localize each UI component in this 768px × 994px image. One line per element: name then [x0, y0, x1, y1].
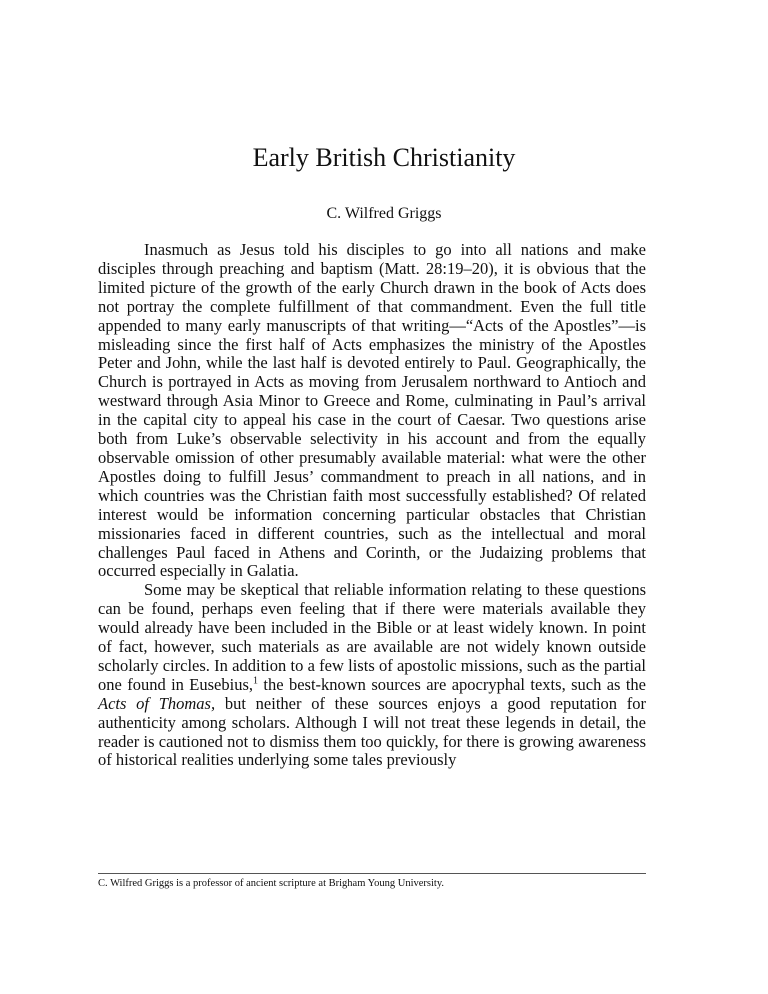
- article-title: Early British Christianity: [252, 143, 516, 172]
- paragraph-2-text-c: but neither of these sources enjoys a good reputation for authenticity among scholars. Although I will not treat these legends in detail, the reader is cautioned not to dismiss them too quickly, for there is growing awareness of historical realities underlying some tales previously: [98, 693, 647, 770]
- article-body: [98, 241, 646, 770]
- footnote-text: C. Wilfred Griggs is a professor of ancient scripture at Brigham Young University.: [98, 878, 445, 889]
- body-paragraph-2: [98, 581, 646, 770]
- paragraph-2-text-b: the best-known sources are apocryphal texts, such as the: [258, 674, 646, 694]
- paragraph-2-text-a: Some may be skeptical that reliable information relating to these questions can be found, perhaps even feeling that if there were materials available they would already have been included in the Bible or at least widely known. In point of fact, however, such materials as are available are not widely known outside scholarly circles. In addition to a few lists of apostolic missions, such as the partial one found in Eusebius,: [98, 580, 646, 694]
- italic-book-title: Acts of Thomas,: [98, 693, 216, 713]
- article-author: C. Wilfred Griggs: [326, 205, 442, 222]
- body-paragraph-1: Inasmuch as Jesus told his disciples to go into all nations and make disciples through preaching and baptism (Matt. 28:19–20), it is obvious that the limited picture of the growth of the early Church drawn in the book of Acts does not portray the complete fulfillment of that commandment. Even the full title appended to many early manuscripts of that writing—“Acts of the Apostles”—is misleading since the first half of Acts emphasizes the ministry of the Apostles Peter and John, while the last half is devoted entirely to Paul. Geographically, the Church is portrayed in Acts as moving from Jerusalem northward to Antioch and westward through Asia Minor to Greece and Rome, culminating in Paul’s arrival in the capital city to appeal his case in the court of Caesar. Two questions arise both from Luke’s observable selectivity in his account and from the equally observable omission of other presumably available material: what were the other Apostles doing to fulfill Jesus’ commandment to preach in all nations, and in which countries was the Christian faith most successfully established? Of related interest would be information concerning particular obstacles that Christian missionaries faced in different countries, such as the intellectual and moral challenges Paul faced in Athens and Corinth, or the Judaizing problems that occurred especially in Galatia.: [98, 240, 646, 581]
- footnote-divider: [98, 873, 646, 874]
- footnote-marker: 1: [253, 675, 259, 687]
